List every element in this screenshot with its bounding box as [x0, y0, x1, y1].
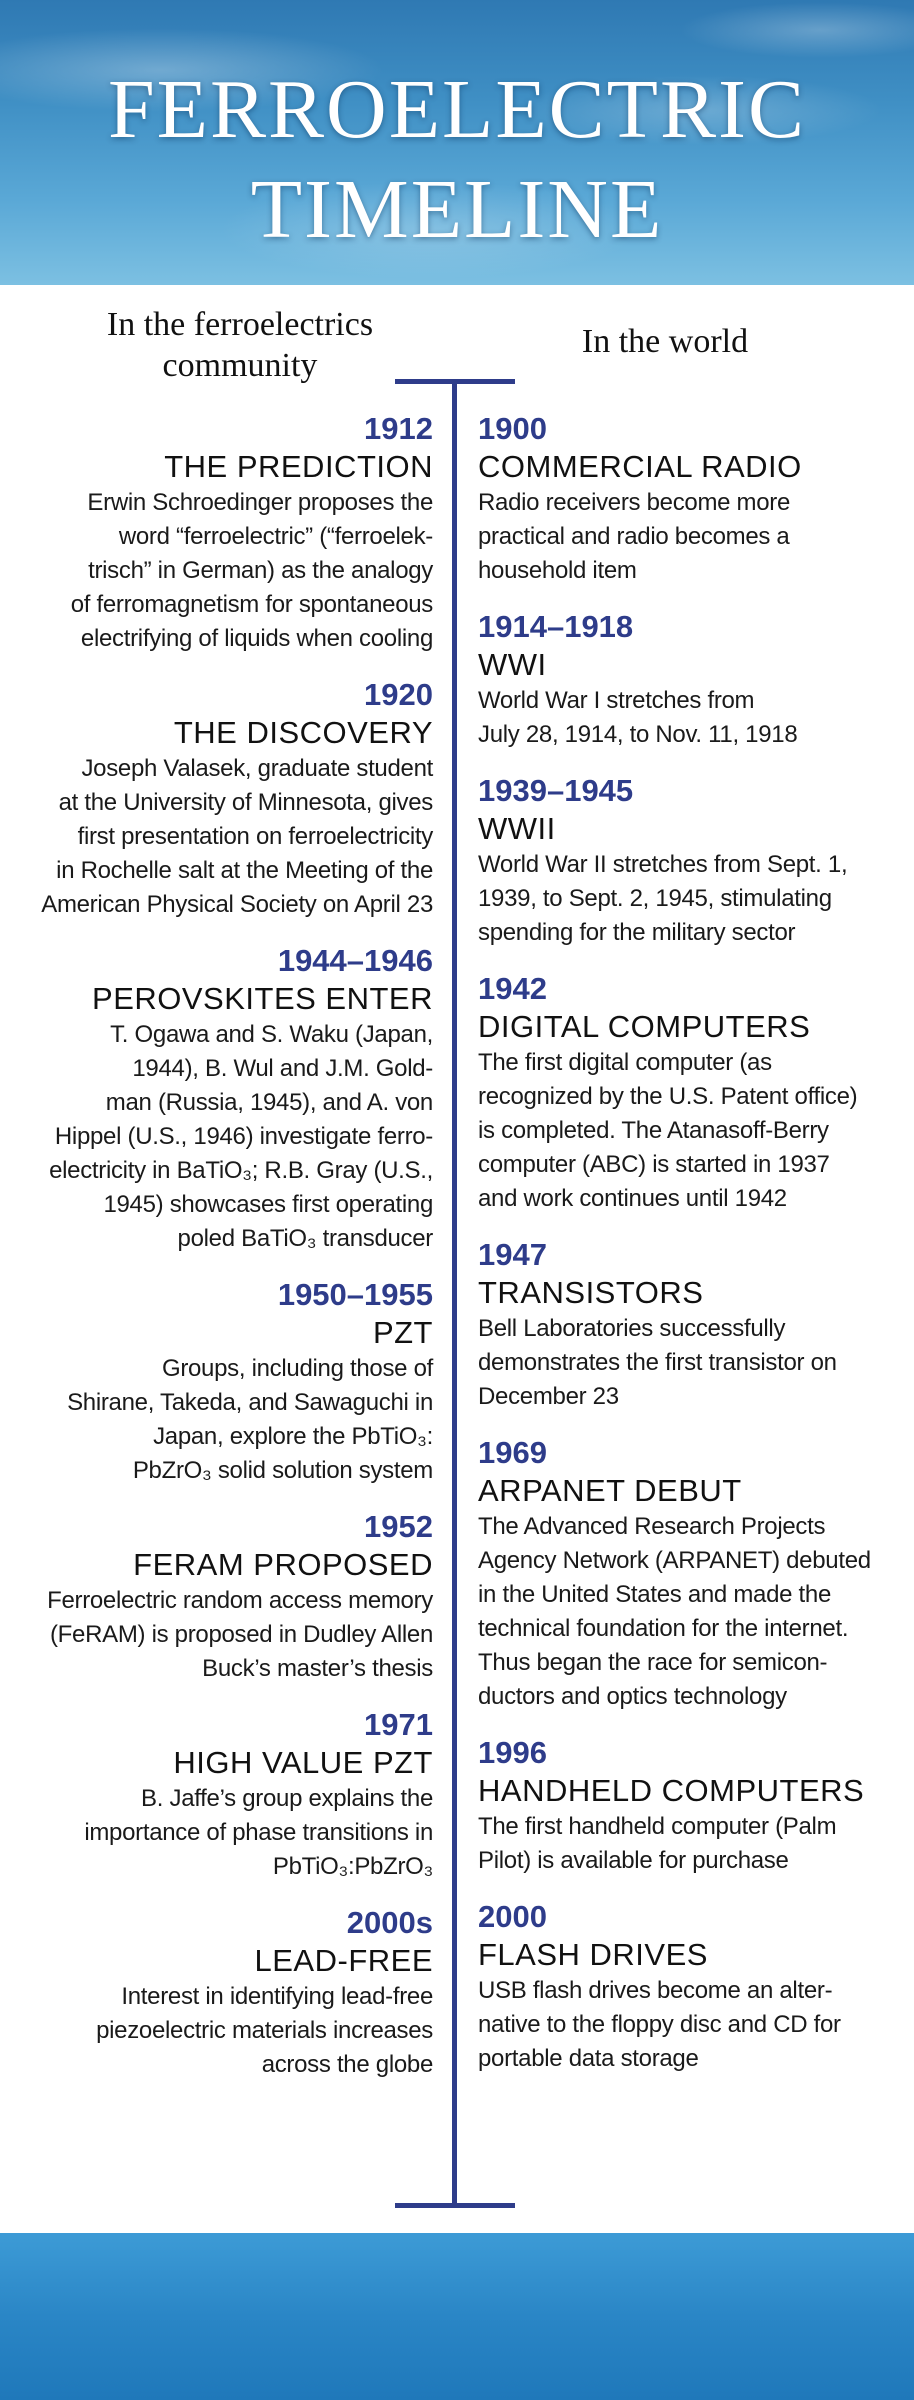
event-description-line: American Physical Society on April 23: [41, 891, 433, 918]
event-heading: WWI: [478, 647, 547, 682]
event-description-line: man (Russia, 1945), and A. von: [105, 1089, 433, 1116]
event-description-line: Joseph Valasek, graduate student: [81, 755, 433, 782]
event-year: 1969: [478, 1435, 547, 1470]
footer-band: [0, 2233, 914, 2400]
event-description-line: Bell Laboratories successfully: [478, 1315, 786, 1342]
event-year: 1912: [364, 411, 433, 446]
event-year: 2000: [478, 1899, 547, 1934]
right-column-header: In the world: [581, 323, 749, 360]
left-column-header: [40, 305, 440, 387]
title-line-1: FERROELECTRIC: [107, 63, 807, 156]
event-heading: FLASH DRIVES: [478, 1937, 708, 1972]
event-description-line: PbZrO₃ solid solution system: [132, 1457, 433, 1484]
event-description-line: The first handheld computer (Palm: [478, 1813, 837, 1840]
event-description-line: World War I stretches from: [478, 687, 755, 714]
event-year: 1939–1945: [478, 773, 634, 808]
event-year: 1944–1946: [277, 943, 433, 978]
event-description-line: word “ferroelectric” (“ferroelek-: [118, 523, 433, 550]
event-description-line: T. Ogawa and S. Waku (Japan,: [110, 1021, 433, 1048]
event-heading: FERAM PROPOSED: [133, 1547, 433, 1582]
timeline-event: [478, 970, 878, 1216]
event-description-line: Pilot) is available for purchase: [478, 1847, 789, 1874]
event-description-line: ductors and optics technology: [478, 1683, 787, 1710]
timeline-top-cap: [395, 379, 515, 384]
timeline-event: [478, 410, 878, 588]
event-year: 1942: [478, 971, 547, 1006]
event-description-line: (FeRAM) is proposed in Dudley Allen: [49, 1621, 433, 1648]
event-heading: THE PREDICTION: [164, 449, 433, 484]
event-year: 1996: [478, 1735, 547, 1770]
title-banner: [0, 0, 914, 285]
timeline-bottom-cap: [395, 2203, 515, 2208]
event-description-line: spending for the military sector: [478, 919, 796, 946]
event-description-line: electrifying of liquids when cooling: [80, 625, 433, 652]
event-description-line: across the globe: [261, 2051, 433, 2078]
timeline-event: [478, 608, 878, 752]
event-description-line: USB flash drives become an alter-: [478, 1977, 833, 2004]
event-heading: PZT: [372, 1315, 433, 1350]
event-description-line: Erwin Schroedinger proposes the: [87, 489, 433, 516]
event-description-line: The first digital computer (as: [478, 1049, 772, 1076]
event-description-line: in the United States and made the: [478, 1581, 832, 1608]
event-year: 1952: [364, 1509, 433, 1544]
event-year: 1900: [478, 411, 547, 446]
event-description-line: World War II stretches from Sept. 1,: [478, 851, 848, 878]
event-description-line: computer (ABC) is started in 1937: [478, 1151, 830, 1178]
event-description-line: of ferromagnetism for spontaneous: [70, 591, 433, 618]
title-line-2: TIMELINE: [250, 163, 664, 256]
event-description-line: Hippel (U.S., 1946) investigate ferro-: [54, 1123, 433, 1150]
event-description-line: Ferroelectric random access memory: [47, 1587, 433, 1614]
event-description-line: Interest in identifying lead-free: [121, 1983, 433, 2010]
event-year: 2000s: [346, 1905, 433, 1940]
event-description-line: and work continues until 1942: [478, 1185, 787, 1212]
event-description-line: PbTiO₃:PbZrO₃: [272, 1853, 433, 1880]
timeline-event: [478, 1898, 878, 2076]
timeline-event: [35, 1276, 433, 1488]
timeline-event: [35, 1706, 433, 1884]
event-description-line: Shirane, Takeda, and Sawaguchi in: [67, 1389, 433, 1416]
event-description-line: is completed. The Atanasoff-Berry: [478, 1117, 829, 1144]
event-description-line: poled BaTiO₃ transducer: [177, 1225, 433, 1252]
event-heading: WWII: [478, 811, 556, 846]
event-heading: THE DISCOVERY: [173, 715, 433, 750]
event-description-line: electricity in BaTiO₃; R.B. Gray (U.S.,: [49, 1157, 433, 1184]
event-year: 1947: [478, 1237, 547, 1272]
event-description-line: Radio receivers become more: [478, 489, 791, 516]
event-description-line: recognized by the U.S. Patent office): [478, 1083, 858, 1110]
event-description-line: Japan, explore the PbTiO₃:: [153, 1423, 433, 1450]
event-description-line: 1945) showcases first operating: [103, 1191, 433, 1218]
event-description-line: Groups, including those of: [161, 1355, 433, 1382]
event-description-line: 1939, to Sept. 2, 1945, stimulating: [478, 885, 832, 912]
event-heading: COMMERCIAL RADIO: [478, 449, 802, 484]
event-heading: TRANSISTORS: [478, 1275, 704, 1310]
ferroelectrics-community-column: [35, 410, 433, 2102]
event-description-line: The Advanced Research Projects: [478, 1513, 826, 1540]
event-description-line: practical and radio becomes a: [478, 523, 790, 550]
event-description-line: piezoelectric materials increases: [96, 2017, 433, 2044]
timeline-event: [478, 772, 878, 950]
event-description-line: trisch” in German) as the analogy: [88, 557, 433, 584]
timeline-event: [35, 942, 433, 1256]
event-description-line: B. Jaffe’s group explains the: [141, 1785, 433, 1812]
event-heading: ARPANET DEBUT: [478, 1473, 742, 1508]
event-year: 1920: [364, 677, 433, 712]
left-header-line-1: In the ferroelectrics: [106, 306, 374, 343]
left-header-line-2: community: [162, 346, 318, 384]
event-description-line: technical foundation for the internet.: [478, 1615, 849, 1642]
timeline-event: [478, 1434, 878, 1714]
event-heading: HIGH VALUE PZT: [173, 1745, 433, 1780]
event-description-line: first presentation on ferroelectricity: [77, 823, 433, 850]
event-description-line: at the University of Minnesota, gives: [58, 789, 433, 816]
event-description-line: importance of phase transitions in: [84, 1819, 433, 1846]
timeline-event: [35, 676, 433, 922]
event-description-line: December 23: [478, 1383, 619, 1410]
event-description-line: native to the floppy disc and CD for: [478, 2011, 841, 2038]
event-year: 1971: [364, 1707, 433, 1742]
timeline-event: [478, 1734, 878, 1878]
timeline-event: [35, 410, 433, 656]
event-description-line: in Rochelle salt at the Meeting of the: [56, 857, 433, 884]
event-description-line: demonstrates the first transistor on: [478, 1349, 837, 1376]
event-description-line: July 28, 1914, to Nov. 11, 1918: [478, 721, 798, 748]
event-description-line: household item: [478, 557, 637, 584]
timeline-event: [478, 1236, 878, 1414]
event-description-line: Agency Network (ARPANET) debuted: [478, 1547, 871, 1574]
event-heading: PEROVSKITES ENTER: [92, 981, 433, 1016]
world-events-column: [478, 410, 878, 2096]
event-description-line: Thus began the race for semicon-: [478, 1649, 828, 1676]
timeline-event: [35, 1904, 433, 2082]
event-description-line: Buck’s master’s thesis: [202, 1655, 433, 1682]
event-year: 1950–1955: [277, 1277, 433, 1312]
event-description-line: 1944), B. Wul and J.M. Gold-: [132, 1055, 433, 1082]
timeline-event: [35, 1508, 433, 1686]
event-heading: DIGITAL COMPUTERS: [478, 1009, 811, 1044]
event-heading: LEAD-FREE: [254, 1943, 433, 1978]
event-description-line: portable data storage: [478, 2045, 699, 2072]
event-year: 1914–1918: [478, 609, 634, 644]
timeline-spine: [452, 380, 457, 2205]
event-heading: HANDHELD COMPUTERS: [478, 1773, 865, 1808]
